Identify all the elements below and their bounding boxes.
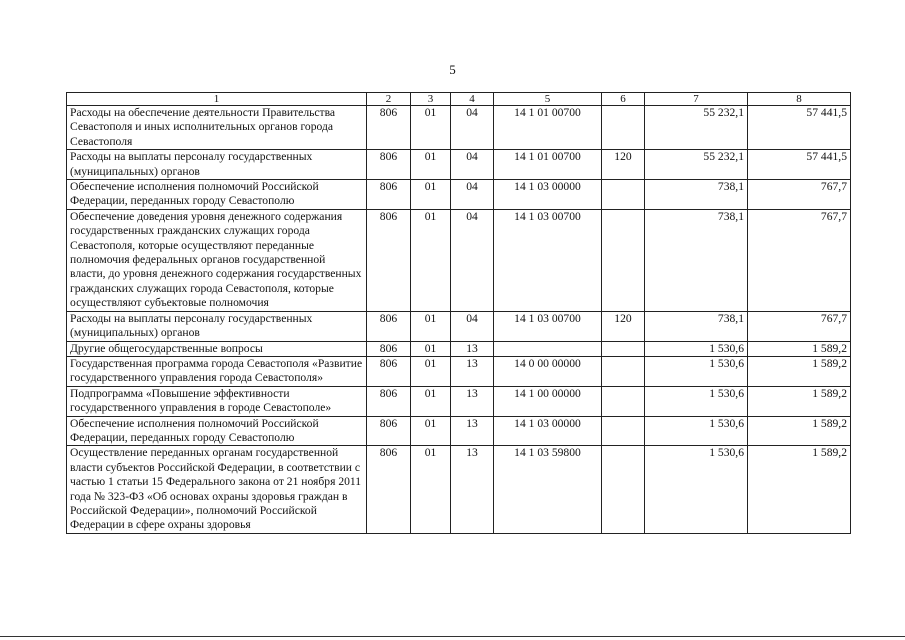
section-cell: 01 [411, 209, 451, 311]
section-cell: 01 [411, 446, 451, 533]
sum-year2-cell: 1 589,2 [748, 416, 851, 446]
item-name-cell: Государственная программа города Севастополя «Развитие государственного управления города Севастополя» [67, 356, 367, 386]
subsection-cell: 04 [451, 150, 494, 180]
expense-type-cell [602, 416, 645, 446]
sum-year1-cell: 55 232,1 [645, 150, 748, 180]
budget-table [66, 92, 851, 534]
section-cell: 01 [411, 150, 451, 180]
target-article-cell: 14 1 01 00700 [494, 150, 602, 180]
sum-year1-cell: 738,1 [645, 180, 748, 210]
section-cell: 01 [411, 106, 451, 150]
sum-year2-cell: 767,7 [748, 209, 851, 311]
ministry-code-cell: 806 [367, 356, 411, 386]
target-article-cell: 14 0 00 00000 [494, 356, 602, 386]
target-article-cell: 14 1 01 00700 [494, 106, 602, 150]
target-article-cell: 14 1 03 59800 [494, 446, 602, 533]
col-header: 2 [367, 93, 411, 106]
item-name-cell: Осуществление переданных органам государственной власти субъектов Российской Федерации, в соответствии с частью 1 статьи 15 Федерального закона от 21 ноября 2011 года № 323-ФЗ «Об основах охраны здоровья граждан в Российской Федерации», полномочий Российской Федерации в сфере охраны здоровья [67, 446, 367, 533]
page-edge-line [0, 636, 905, 637]
sum-year1-cell: 738,1 [645, 311, 748, 341]
sum-year2-cell: 57 441,5 [748, 106, 851, 150]
table-row [67, 416, 851, 446]
table-row [67, 446, 851, 533]
subsection-cell: 04 [451, 180, 494, 210]
sum-year2-cell: 1 589,2 [748, 356, 851, 386]
section-cell: 01 [411, 386, 451, 416]
item-name-cell: Обеспечение исполнения полномочий Российской Федерации, переданных городу Севастополю [67, 416, 367, 446]
sum-year2-cell: 767,7 [748, 311, 851, 341]
expense-type-cell [602, 386, 645, 416]
expense-type-cell [602, 356, 645, 386]
ministry-code-cell: 806 [367, 150, 411, 180]
table-row [67, 386, 851, 416]
sum-year1-cell: 1 530,6 [645, 416, 748, 446]
table-row [67, 106, 851, 150]
sum-year1-cell: 1 530,6 [645, 446, 748, 533]
target-article-cell: 14 1 00 00000 [494, 386, 602, 416]
col-header: 1 [67, 93, 367, 106]
ministry-code-cell: 806 [367, 180, 411, 210]
table-row [67, 356, 851, 386]
section-cell: 01 [411, 311, 451, 341]
col-header: 4 [451, 93, 494, 106]
col-header: 6 [602, 93, 645, 106]
expense-type-cell: 120 [602, 150, 645, 180]
sum-year2-cell: 767,7 [748, 180, 851, 210]
item-name-cell: Обеспечение исполнения полномочий Российской Федерации, переданных городу Севастополю [67, 180, 367, 210]
ministry-code-cell: 806 [367, 416, 411, 446]
col-header: 8 [748, 93, 851, 106]
subsection-cell: 13 [451, 341, 494, 356]
table-header-row [67, 93, 851, 106]
sum-year2-cell: 1 589,2 [748, 341, 851, 356]
sum-year1-cell: 55 232,1 [645, 106, 748, 150]
section-cell: 01 [411, 356, 451, 386]
sum-year2-cell: 1 589,2 [748, 386, 851, 416]
item-name-cell: Расходы на выплаты персоналу государственных (муниципальных) органов [67, 150, 367, 180]
table-row [67, 150, 851, 180]
table-row [67, 209, 851, 311]
subsection-cell: 04 [451, 311, 494, 341]
expense-type-cell [602, 446, 645, 533]
sum-year1-cell: 738,1 [645, 209, 748, 311]
item-name-cell: Обеспечение доведения уровня денежного содержания государственных гражданских служащих города Севастополя, которые осуществляют переданные полномочия федеральных органов государственной власти, до уровня денежного содержания государственных гражданских служащих города Севастополя, которые осуществляют субъектовые полномочия [67, 209, 367, 311]
expense-type-cell [602, 341, 645, 356]
section-cell: 01 [411, 341, 451, 356]
section-cell: 01 [411, 180, 451, 210]
target-article-cell: 14 1 03 00700 [494, 209, 602, 311]
table-row [67, 180, 851, 210]
sum-year2-cell: 57 441,5 [748, 150, 851, 180]
col-header: 3 [411, 93, 451, 106]
target-article-cell: 14 1 03 00000 [494, 416, 602, 446]
ministry-code-cell: 806 [367, 311, 411, 341]
ministry-code-cell: 806 [367, 209, 411, 311]
subsection-cell: 13 [451, 416, 494, 446]
col-header: 7 [645, 93, 748, 106]
item-name-cell: Другие общегосударственные вопросы [67, 341, 367, 356]
sum-year1-cell: 1 530,6 [645, 341, 748, 356]
subsection-cell: 13 [451, 356, 494, 386]
table-row [67, 341, 851, 356]
page-number: 5 [449, 62, 456, 77]
ministry-code-cell: 806 [367, 341, 411, 356]
ministry-code-cell: 806 [367, 106, 411, 150]
ministry-code-cell: 806 [367, 386, 411, 416]
sum-year2-cell: 1 589,2 [748, 446, 851, 533]
expense-type-cell: 120 [602, 311, 645, 341]
target-article-cell: 14 1 03 00000 [494, 180, 602, 210]
sum-year1-cell: 1 530,6 [645, 356, 748, 386]
expense-type-cell [602, 106, 645, 150]
table-row [67, 311, 851, 341]
target-article-cell [494, 341, 602, 356]
item-name-cell: Расходы на выплаты персоналу государственных (муниципальных) органов [67, 311, 367, 341]
item-name-cell: Расходы на обеспечение деятельности Правительства Севастополя и иных исполнительных органов города Севастополя [67, 106, 367, 150]
target-article-cell: 14 1 03 00700 [494, 311, 602, 341]
table-body [67, 106, 851, 534]
sum-year1-cell: 1 530,6 [645, 386, 748, 416]
subsection-cell: 04 [451, 106, 494, 150]
subsection-cell: 04 [451, 209, 494, 311]
section-cell: 01 [411, 416, 451, 446]
subsection-cell: 13 [451, 446, 494, 533]
col-header: 5 [494, 93, 602, 106]
ministry-code-cell: 806 [367, 446, 411, 533]
item-name-cell: Подпрограмма «Повышение эффективности государственного управления в городе Севастополе» [67, 386, 367, 416]
subsection-cell: 13 [451, 386, 494, 416]
expense-type-cell [602, 209, 645, 311]
expense-type-cell [602, 180, 645, 210]
